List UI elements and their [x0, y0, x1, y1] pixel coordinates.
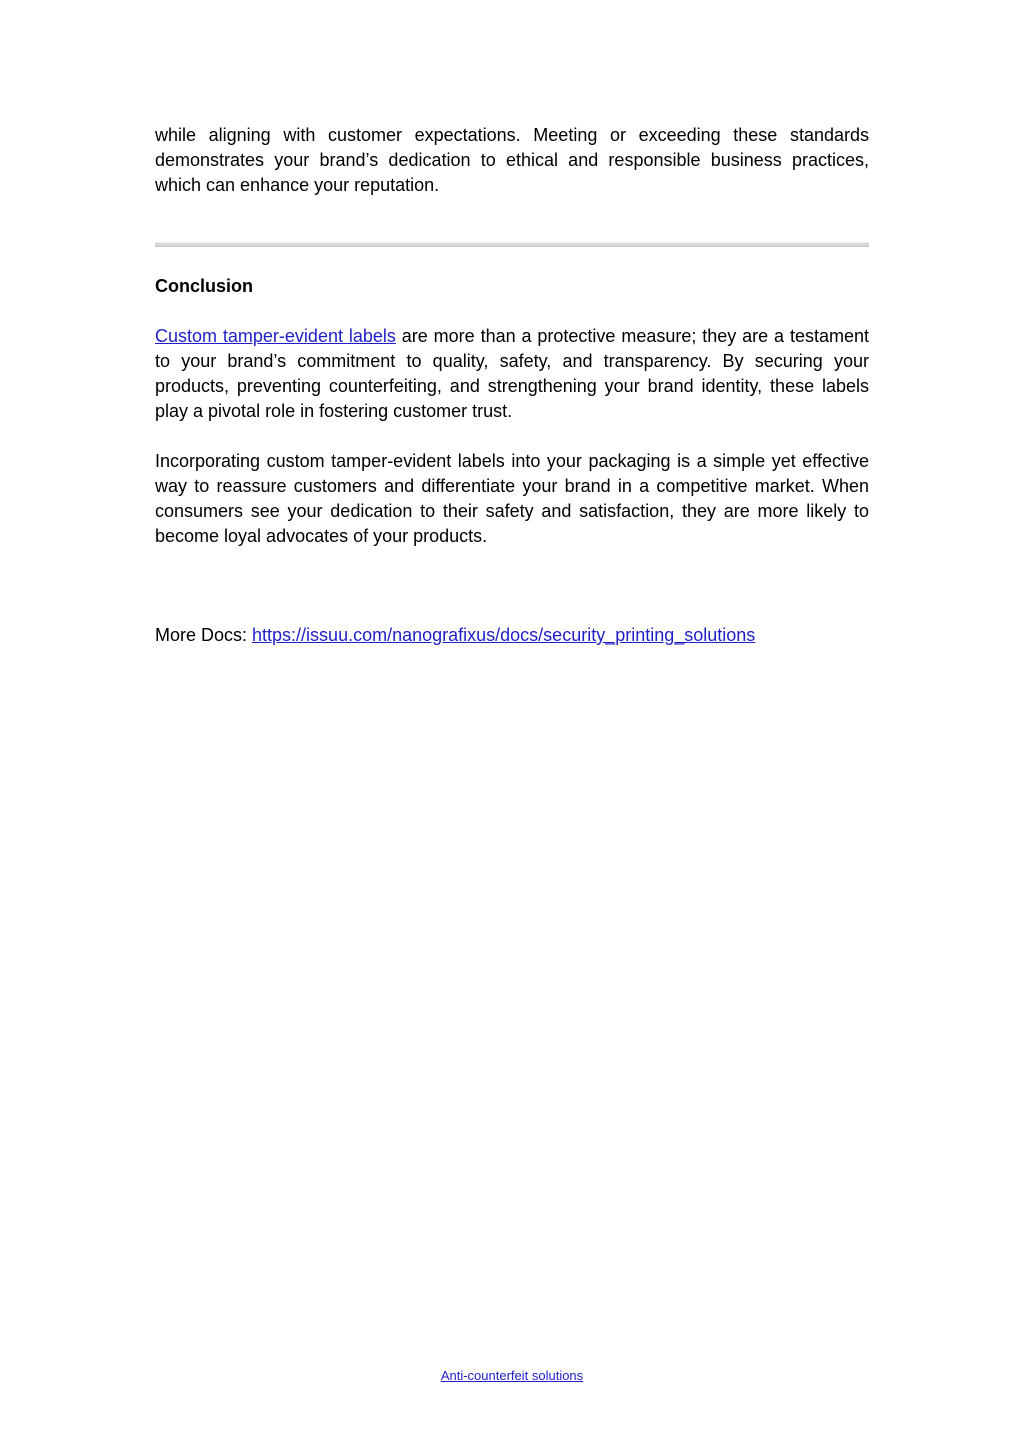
section-heading: Conclusion — [155, 276, 253, 296]
document-body — [155, 123, 869, 648]
conclusion-paragraph-1-text: are more than a protective measure; they are a testament to your brand’s commitment to quality, safety, and transparency. By securing your products, preventing counterfeiting, and strengthening your brand identity, these labels play a pivotal role in fostering customer trust. — [155, 326, 869, 421]
horizontal-divider — [155, 242, 869, 247]
conclusion-paragraph-1 — [155, 324, 869, 424]
footer-link-anti-counterfeit[interactable]: Anti-counterfeit solutions — [440, 1368, 584, 1383]
more-docs-label: More Docs: — [155, 625, 253, 645]
custom-tamper-evident-labels-link[interactable]: Custom tamper-evident labels — [155, 326, 396, 346]
page-footer — [0, 1367, 1024, 1385]
conclusion-paragraph-2: Incorporating custom tamper-evident labels into your packaging is a simple yet effective way to reassure customers and differentiate your brand in a competitive market. When consumers see your dedication to their safety and satisfaction, they are more likely to become loyal advocates of your products. — [155, 451, 869, 546]
intro-paragraph: while aligning with customer expectations. Meeting or exceeding these standards demonstrates your brand’s dedication to ethical and responsible business practices, which can enhance your reputation. — [155, 125, 869, 195]
more-docs-link[interactable]: https://issuu.com/nanografixus/docs/security_printing_solutions — [252, 625, 756, 645]
more-docs-line — [155, 623, 869, 648]
